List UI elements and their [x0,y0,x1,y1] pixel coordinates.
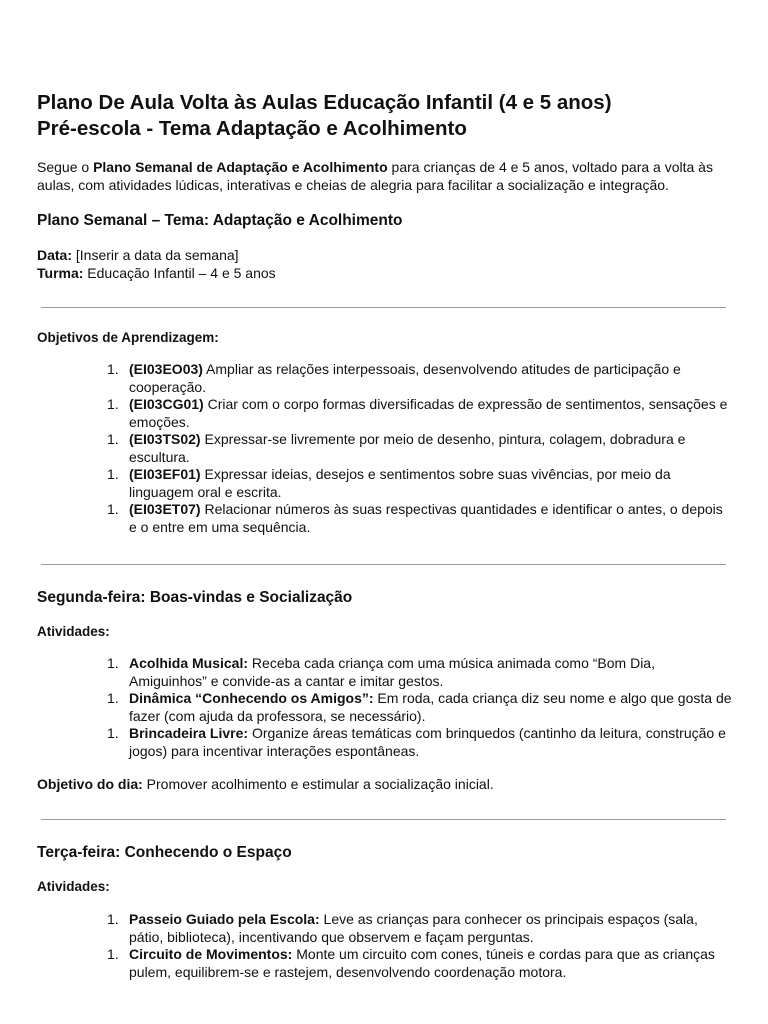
monday-objective: Objetivo do dia: Promover acolhimento e estimular a socialização inicial. [37,776,494,792]
intro-prefix: Segue o [37,159,94,175]
class-label: Turma: [37,265,84,281]
title-line-1: Plano De Aula Volta às Aulas Educação Infantil (4 e 5 anos) [37,91,612,114]
list-item: 1. Passeio Guiado pela Escola: Leve as crianças para conhecer os principais espaços (sala, pátio, biblioteca), incentivando que observem e façam perguntas. [107,911,698,945]
divider [41,564,726,565]
list-item: 1. Brincadeira Livre: Organize áreas temáticas com brinquedos (cantinho da leitura, construção e jogos) para incentivar interações espontâneas. [107,725,726,759]
list-item: 1. Dinâmica “Conhecendo os Amigos”: Em roda, cada criança diz seu nome e algo que gosta de fazer (com ajuda da professora, se necessário). [107,690,732,724]
tuesday-heading: Terça-feira: Conhecendo o Espaço [37,844,292,861]
monday-heading: Segunda-feira: Boas-vindas e Socialização [37,589,353,606]
monday-activities-label: Atividades: [37,624,110,639]
list-item: 1. Acolhida Musical: Receba cada criança com uma música animada como “Bom Dia, Amiguinhos” e convide-as a cantar e imitar gestos. [107,655,655,689]
divider [41,307,726,308]
list-item: 1. (EI03CG01) Criar com o corpo formas diversificadas de expressão de sentimentos, sensações e emoções. [107,396,728,430]
objectives-list [37,361,732,536]
monday-activities-list [37,655,732,760]
tuesday-activities-label: Atividades: [37,879,110,894]
divider [41,819,726,820]
class-value: Educação Infantil – 4 e 5 anos [83,265,276,281]
objectives-heading: Objetivos de Aprendizagem: [37,330,219,345]
plan-heading: Plano Semanal – Tema: Adaptação e Acolhimento [37,212,403,229]
tuesday-activities-list [37,911,732,981]
date-value: [Inserir a data da semana] [72,247,239,263]
list-item: 1. (EI03TS02) Expressar-se livremente por meio de desenho, pintura, colagem, dobradura e escultura. [107,431,686,465]
list-item: 1. (EI03EF01) Expressar ideias, desejos e sentimentos sobre suas vivências, por meio da linguagem oral e escrita. [107,466,671,500]
list-item: 1. Circuito de Movimentos: Monte um circuito com cones, túneis e cordas para que as crianças pulem, equilibrem-se e rastejem, desenvolvendo coordenação motora. [107,946,715,980]
page-title [37,90,727,142]
date-label: Data: [37,247,73,263]
list-item: 1. (EI03ET07) Relacionar números às suas respectivas quantidades e identificar o antes, o depois e o entre em uma sequência. [107,501,723,535]
title-line-2: Pré-escola - Tema Adaptação e Acolhimento [37,117,467,140]
class-line [37,264,276,282]
intro-bold: Plano Semanal de Adaptação e Acolhimento [93,159,388,175]
intro-suffix: para crianças de 4 e 5 anos, voltado para a volta às aulas, com atividades lúdicas, interativas e cheias de alegria para facilitar a socialização e integração. [37,159,713,193]
date-line [37,246,239,264]
intro-paragraph [37,159,732,194]
list-item: 1. (EI03EO03) Ampliar as relações interpessoais, desenvolvendo atitudes de participação e cooperação. [107,361,681,395]
